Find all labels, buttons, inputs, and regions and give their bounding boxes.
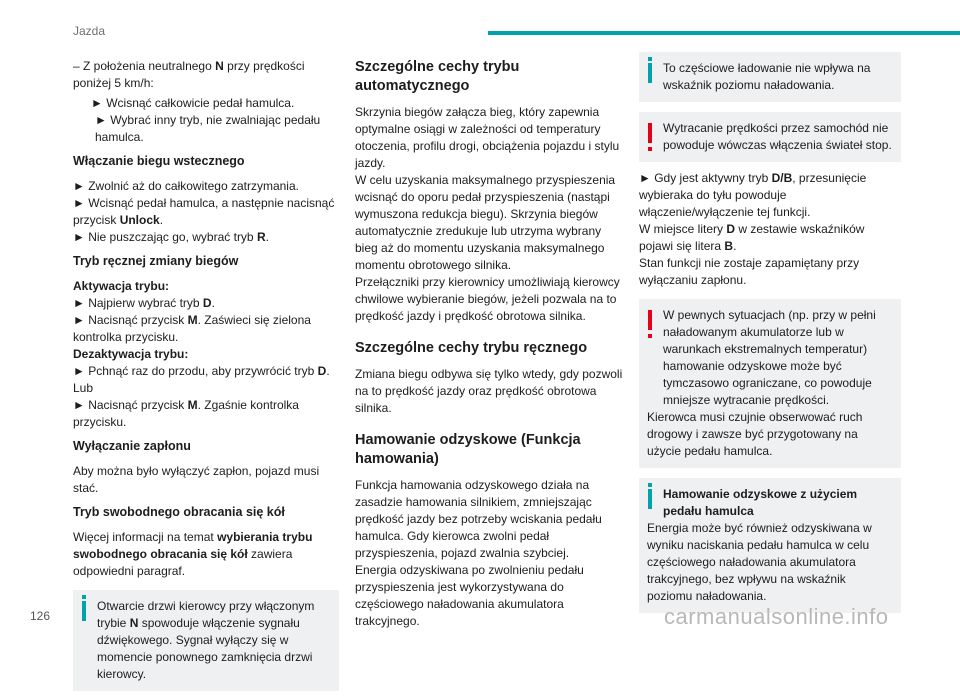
info-icon <box>82 601 86 621</box>
paragraph-memory: Stan funkcji nie zostaje zapamiętany przy wyłączaniu zapłonu. <box>639 256 860 287</box>
paragraph-auto-2: W celu uzyskania maksymalnego przyspieszenia wcisnąć do oporu pedał przyspieszenia (nastąpi wymuszona redukcja biegu). Skrzynia biegów automatycznie zredukuje lub utrzyma wybrany bieg aż do momentu uzyskania maksymalnego momentu obrotowego silnika. <box>355 173 616 272</box>
text: . Zaświeci się zielona kontrolka przycisku. <box>73 313 311 344</box>
text-or: Lub <box>73 381 94 395</box>
heading-freewheel: Tryb swobodnego obracania się kół <box>73 505 285 519</box>
paragraph-auto-3: Przełączniki przy kierownicy umożliwiają kierowcy chwilowe wybieranie biegów, jeżeli pozwala na to prędkość jazdy i prędkość obrotowa silnika. <box>355 275 620 323</box>
info-icon <box>648 489 652 509</box>
info-icon <box>648 63 652 83</box>
page-number: 126 <box>30 609 51 623</box>
paragraph-letter: W miejsce litery D w zestawie wskaźników pojawi się litera B. <box>639 222 865 253</box>
warning-text: Kierowca musi czujnie obserwować ruch drogowy i zawsze być przygotowany na użycie pedału hamulca. <box>647 410 863 458</box>
info-box-charge <box>639 52 901 102</box>
bullet <box>73 397 339 431</box>
info-text: Energia może być również odzyskiwana w wyniku naciskania pedału hamulca w celu częściowego naładowania akumulatora trakcyjnego, bez wpływu na wskaźnik poziomu naładowania. <box>647 521 872 603</box>
mode-letter: D <box>202 296 212 310</box>
button-name: Unlock <box>119 213 160 227</box>
header-accent-bar <box>488 31 960 35</box>
info-text: To częściowe ładowanie nie wpływa na wskaźnik poziomu naładowania. <box>663 61 871 92</box>
text: Otwarcie drzwi kierowcy przy włączonym trybie <box>97 599 315 630</box>
text: ► Nie puszczając go, wybrać tryb <box>73 230 254 244</box>
warning-text: Wytracanie prędkości przez samochód nie powoduje wówczas włączenia świateł stop. <box>663 121 892 152</box>
paragraph-regen-2: Energia odzyskiwana po zwolnieniu pedału przyspieszenia jest wykorzystywana do częściowego naładowania akumulatora trakcyjnego. <box>355 563 584 628</box>
bullet <box>73 312 339 346</box>
heading-reverse: Włączanie biegu wstecznego <box>73 154 245 168</box>
warning-box-regen-limit <box>639 299 901 468</box>
button-name: M <box>187 398 198 412</box>
text: ► Wcisnąć pedał hamulca, a następnie nacisnąć przycisk <box>73 196 335 227</box>
heading-ignition: Wyłączanie zapłonu <box>73 439 191 453</box>
text: w zestawie wskaźników pojawi się litera <box>639 222 865 253</box>
text: ► Najpierw wybrać tryb <box>73 296 200 310</box>
button-name: M <box>187 313 198 327</box>
text: , przesunięcie wybieraka do tyłu powoduje włączenie/wyłączenie tej funkcji. <box>639 171 867 219</box>
paragraph-neutral <box>73 58 339 92</box>
paragraph-regen-1: Funkcja hamowania odzyskowego działa na zasadzie hamowania silnikiem, zmniejszając prędkość jazdy bez potrzeby wciskania pedału hamulca. Gdy kierowca zwolni pedał przyspieszenia, pojazd zwalnia szybciej. <box>355 478 602 560</box>
text: ► Gdy jest aktywny tryb <box>639 171 769 185</box>
subheading-deactivation: Dezaktywacja trybu: <box>73 347 189 361</box>
column-right <box>639 52 901 621</box>
text: – Z położenia neutralnego <box>73 59 212 73</box>
info-box-door <box>73 590 339 691</box>
cross-reference: wybierania trybu swobodnego obracania się kół <box>73 530 313 561</box>
paragraph-manual: Zmiana biegu odbywa się tylko wtedy, gdy pozwoli na to prędkość jazdy oraz prędkość obrotowa silnika. <box>355 367 623 415</box>
text: W miejsce litery <box>639 222 724 236</box>
info-text <box>81 598 331 683</box>
warning-text: W pewnych sytuacjach (np. przy w pełni naładowanym akumulatorze lub w warunkach ekstremalnych temperatur) hamowanie odzyskowe może być tymczasowo ograniczane, co powoduje mniejsze wytracanie prędkości. <box>663 308 876 407</box>
bullet: ► Nie puszczając go, wybrać tryb R. <box>73 230 269 244</box>
warning-icon <box>648 310 652 330</box>
mode-letter: D/B <box>771 171 793 185</box>
info-title: Hamowanie odzyskowe z użyciem pedału hamulca <box>663 487 858 518</box>
column-left <box>73 58 339 699</box>
paragraph-freewheel <box>73 529 339 580</box>
bullet: ► Wcisnąć pedał hamulca, a następnie nacisnąć przycisk Unlock. <box>73 196 335 227</box>
bullet: ► Zwolnić aż do całkowitego zatrzymania. <box>73 179 299 193</box>
heading-auto: Szczególne cechy trybu automatycznego <box>355 59 520 94</box>
heading-manual: Tryb ręcznej zmiany biegów <box>73 254 239 268</box>
heading-regen: Hamowanie odzyskowe (Funkcja hamowania) <box>355 432 581 467</box>
section-title: Jazda <box>73 24 106 38</box>
heading-manual-features: Szczególne cechy trybu ręcznego <box>355 340 588 356</box>
text: przy prędkości poniżej 5 km/h: <box>73 59 305 90</box>
subheading-activation: Aktywacja trybu: <box>73 279 170 293</box>
mode-letter: B <box>724 239 734 253</box>
warning-box-brake-lights <box>639 112 901 162</box>
text: spowoduje włączenie sygnału dźwiękowego. Sygnał wyłączy się w momencie ponownego zamknięcia drzwi kierowcy. <box>97 616 313 681</box>
text: . Zgaśnie kontrolka przycisku. <box>73 398 299 429</box>
column-middle <box>355 58 625 630</box>
bullet: ► Wybrać inny tryb, nie zwalniając pedału hamulca. <box>95 113 321 144</box>
mode-letter: N <box>129 616 139 630</box>
text: ► Nacisnąć przycisk <box>73 313 185 327</box>
paragraph-auto-1: Skrzynia biegów załącza bieg, który zapewnia optymalne osiągi w zależności od temperatury otoczenia, profilu drogi, obciążenia pojazdu i stylu jazdy. <box>355 105 620 170</box>
watermark: carmanualsonline.info <box>664 604 889 629</box>
bullet: ► Pchnąć raz do przodu, aby przywrócić tryb D. <box>73 364 330 378</box>
mode-letter: D <box>317 364 327 378</box>
text: ► Pchnąć raz do przodu, aby przywrócić tryb <box>73 364 315 378</box>
warning-icon <box>648 123 652 143</box>
mode-letter: R <box>256 230 266 244</box>
paragraph-db <box>639 170 901 221</box>
info-box-brake-regen <box>639 478 901 613</box>
paragraph-ignition: Aby można było wyłączyć zapłon, pojazd musi stać. <box>73 464 320 495</box>
text: ► Nacisnąć przycisk <box>73 398 185 412</box>
mode-letter: D <box>726 222 736 236</box>
bullet: ► Najpierw wybrać tryb D. <box>73 296 215 310</box>
mode-letter: N <box>215 59 224 73</box>
text: zawiera odpowiedni paragraf. <box>73 547 293 578</box>
bullet: ► Wcisnąć całkowicie pedał hamulca. <box>91 96 295 110</box>
text: Więcej informacji na temat <box>73 530 214 544</box>
